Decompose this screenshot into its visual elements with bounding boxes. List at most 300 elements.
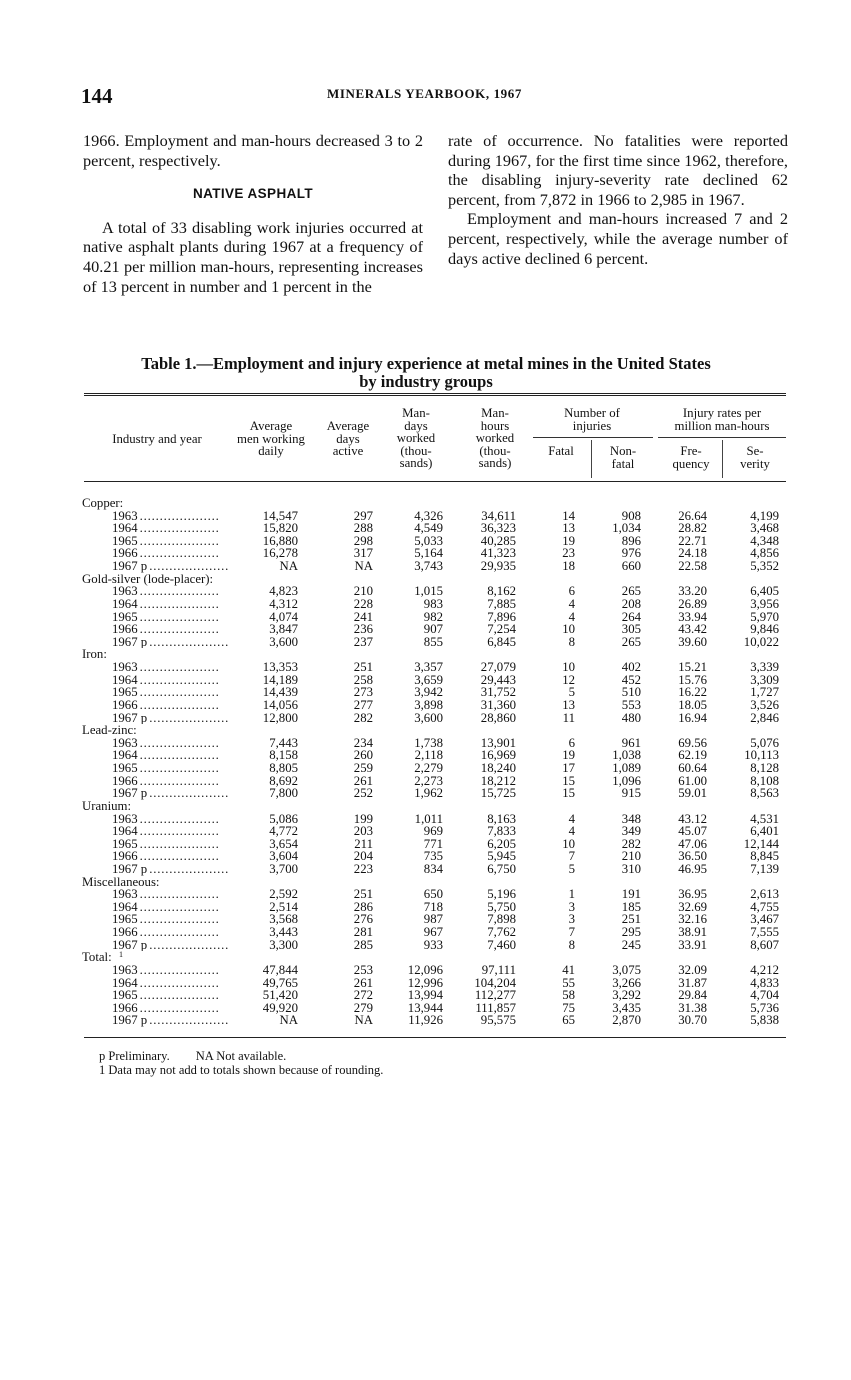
nonfatal-injuries-cell: 3,292 (612, 988, 641, 1003)
nonfatal-injuries-cell: 295 (621, 925, 641, 940)
severity-rate-cell: 4,833 (750, 975, 779, 990)
avg-days-active-cell: 241 (353, 609, 373, 624)
table-row (0, 989, 851, 1002)
man-hours-cell: 31,360 (480, 697, 516, 712)
running-title: MINERALS YEARBOOK, 1967 (327, 86, 522, 101)
year-label: 1967 p . . . (112, 560, 228, 573)
man-days-cell: 1,015 (414, 584, 443, 599)
year-label: 1966 . . . (112, 1002, 228, 1015)
man-hours-cell: 36,323 (480, 521, 516, 536)
frequency-rate-cell: 18.05 (678, 697, 707, 712)
avg-days-active-cell: 234 (353, 735, 373, 750)
frequency-rate-cell: 33.91 (678, 937, 707, 952)
year-label: 1965 . . . (112, 913, 228, 926)
year-label: 1964 . . . (112, 598, 228, 611)
severity-rate-cell: 7,139 (750, 861, 779, 876)
nonfatal-injuries-cell: 908 (621, 508, 641, 523)
severity-rate-cell: 4,856 (750, 546, 779, 561)
avg-days-active-cell: 204 (353, 849, 373, 864)
man-days-cell: 2,118 (414, 748, 443, 763)
nonfatal-injuries-cell: 282 (621, 836, 641, 851)
man-days-cell: 1,962 (414, 786, 443, 801)
severity-rate-cell: 10,113 (744, 748, 779, 763)
man-hours-cell: 7,896 (487, 609, 516, 624)
header-severity: Se- verity (740, 444, 770, 471)
man-hours-cell: 7,898 (487, 912, 516, 927)
man-days-cell: 907 (423, 622, 443, 637)
man-days-cell: 2,273 (414, 773, 443, 788)
header-fatal: Fatal (548, 444, 574, 458)
severity-rate-cell: 3,956 (750, 596, 779, 611)
year-label: 1963 . . . (112, 510, 228, 523)
man-days-cell: 12,996 (407, 975, 443, 990)
man-days-cell: 982 (423, 609, 443, 624)
year-label: 1965 . . . (112, 611, 228, 624)
year-label: 1963 . . . (112, 888, 228, 901)
man-hours-cell: 27,079 (480, 660, 516, 675)
man-days-cell: 3,942 (414, 685, 443, 700)
frequency-rate-cell: 30.70 (678, 1013, 707, 1028)
frequency-rate-cell: 26.64 (678, 508, 707, 523)
man-hours-cell: 97,111 (481, 962, 516, 977)
group-label: Lead-zinc: (82, 723, 137, 738)
man-hours-cell: 7,762 (487, 925, 516, 940)
table-title (84, 355, 768, 391)
frequency-rate-cell: 60.64 (678, 761, 707, 776)
avg-men-working-cell: 3,700 (269, 861, 298, 876)
year-label: 1964 . . . (112, 674, 228, 687)
fatal-injuries-cell: 15 (562, 786, 575, 801)
severity-rate-cell: 2,613 (750, 887, 779, 902)
avg-days-active-cell: 251 (353, 660, 373, 675)
man-days-cell: 834 (423, 861, 443, 876)
group-label: Copper: (82, 496, 124, 510)
avg-men-working-cell: 8,805 (269, 761, 298, 776)
nonfatal-injuries-cell: 660 (621, 559, 641, 574)
man-days-cell: 1,738 (414, 735, 443, 750)
nonfatal-injuries-cell: 1,034 (612, 521, 641, 536)
man-hours-cell: 8,162 (487, 584, 516, 599)
man-hours-cell: 7,833 (487, 824, 516, 839)
nonfatal-injuries-cell: 480 (621, 710, 641, 725)
man-hours-cell: 15,725 (480, 786, 516, 801)
paragraph: rate of occurrence. No fatalities were reported during 1967, for the first time since 1962, therefore, the disabling injury-severity rate declined 62 percent, from 7,872 in 1966 to 2,985 in 1967. (448, 131, 788, 209)
avg-men-working-cell: 4,772 (269, 824, 298, 839)
table-row (0, 825, 851, 838)
fatal-injuries-cell: 14 (562, 508, 575, 523)
nonfatal-injuries-cell: 1,038 (612, 748, 641, 763)
group-label: Gold-silver (lode-placer): (82, 571, 214, 586)
nonfatal-injuries-cell: 3,266 (612, 975, 641, 990)
man-days-cell: 969 (423, 824, 443, 839)
fatal-injuries-cell: 11 (562, 710, 575, 725)
nonfatal-injuries-cell: 896 (621, 533, 641, 548)
severity-rate-cell: 5,352 (750, 559, 779, 574)
severity-rate-cell: 3,339 (750, 660, 779, 675)
avg-days-active-cell: 261 (353, 773, 373, 788)
nonfatal-injuries-cell: 2,870 (612, 1013, 641, 1028)
avg-men-working-cell: 3,568 (269, 912, 298, 927)
severity-rate-cell: 4,531 (750, 811, 779, 826)
man-hours-cell: 13,901 (480, 735, 516, 750)
severity-rate-cell: 4,704 (750, 988, 779, 1003)
year-label: 1963 . . . (112, 964, 228, 977)
frequency-rate-cell: 29.84 (678, 988, 707, 1003)
man-days-cell: 3,357 (414, 660, 443, 675)
frequency-rate-cell: 62.19 (678, 748, 707, 763)
header-divider (533, 437, 653, 438)
avg-men-working-cell: 16,278 (262, 546, 298, 561)
man-days-cell: 5,164 (414, 546, 443, 561)
fatal-injuries-cell: 1 (568, 887, 575, 902)
fatal-injuries-cell: 55 (562, 975, 575, 990)
table-row (0, 522, 851, 535)
fatal-injuries-cell: 3 (568, 912, 575, 927)
avg-days-active-cell: 297 (353, 508, 373, 523)
nonfatal-injuries-cell: 265 (621, 634, 641, 649)
severity-rate-cell: 3,309 (750, 672, 779, 687)
frequency-rate-cell: 33.94 (678, 609, 707, 624)
frequency-rate-cell: 36.50 (678, 849, 707, 864)
severity-rate-cell: 8,108 (750, 773, 779, 788)
man-hours-cell: 31,752 (480, 685, 516, 700)
man-hours-cell: 7,885 (487, 596, 516, 611)
severity-rate-cell: 2,846 (750, 710, 779, 725)
header-frequency: Fre- quency (672, 444, 710, 471)
table-row (0, 686, 851, 699)
man-days-cell: 13,944 (407, 1000, 443, 1015)
avg-days-active-cell: NA (354, 1013, 373, 1028)
man-hours-cell: 7,460 (487, 937, 516, 952)
paragraph: A total of 33 disabling work injuries occurred at native asphalt plants during 1967 at a frequency of 40.21 per million man-hours, representing increases of 13 percent in number and 1 percent in the (83, 217, 423, 296)
nonfatal-injuries-cell: 264 (621, 609, 641, 624)
man-hours-cell: 5,196 (487, 887, 516, 902)
nonfatal-injuries-cell: 245 (621, 937, 641, 952)
table-bottom-rule (84, 1037, 786, 1038)
year-label: 1963 . . . (112, 737, 228, 750)
nonfatal-injuries-cell: 452 (621, 672, 641, 687)
fatal-injuries-cell: 4 (568, 609, 575, 624)
severity-rate-cell: 1,727 (750, 685, 779, 700)
avg-men-working-cell: 7,443 (269, 735, 298, 750)
avg-days-active-cell: 281 (353, 925, 373, 940)
header-men-working: Average men working daily (237, 419, 305, 459)
frequency-rate-cell: 16.22 (678, 685, 707, 700)
year-label: 1965 . . . (112, 762, 228, 775)
frequency-rate-cell: 24.18 (678, 546, 707, 561)
nonfatal-injuries-cell: 3,435 (612, 1000, 641, 1015)
header-number-of-injuries: Number of injuries (564, 406, 620, 433)
man-hours-cell: 6,845 (487, 634, 516, 649)
man-hours-cell: 29,443 (480, 672, 516, 687)
avg-men-working-cell: 12,800 (262, 710, 298, 725)
nonfatal-injuries-cell: 553 (621, 697, 641, 712)
fatal-injuries-cell: 15 (562, 773, 575, 788)
frequency-rate-cell: 22.58 (678, 559, 707, 574)
avg-men-working-cell: 49,765 (262, 975, 298, 990)
fatal-injuries-cell: 8 (568, 937, 575, 952)
footnote: 1 Data may not add to totals shown because of rounding. (99, 1063, 384, 1077)
fatal-injuries-cell: 23 (562, 546, 575, 561)
severity-rate-cell: 6,405 (750, 584, 779, 599)
severity-rate-cell: 5,736 (750, 1000, 779, 1015)
right-column (448, 131, 788, 268)
avg-men-working-cell: 51,420 (262, 988, 298, 1003)
nonfatal-injuries-cell: 185 (621, 899, 641, 914)
avg-days-active-cell: 261 (353, 975, 373, 990)
fatal-injuries-cell: 10 (562, 836, 575, 851)
footnote: p Preliminary. NA Not available. (99, 1049, 287, 1063)
page-number: 144 (81, 84, 113, 108)
avg-men-working-cell: 14,439 (262, 685, 298, 700)
man-hours-cell: 111,857 (475, 1000, 516, 1015)
man-hours-cell: 28,860 (480, 710, 516, 725)
man-hours-cell: 5,945 (487, 849, 516, 864)
table-row (0, 863, 851, 876)
year-label: 1965 . . . (112, 989, 228, 1002)
avg-men-working-cell: 15,820 (262, 521, 298, 536)
table-row (0, 623, 851, 636)
header-man-hours: Man- hours worked (thou- sands) (475, 406, 515, 471)
severity-rate-cell: 12,144 (743, 836, 779, 851)
nonfatal-injuries-cell: 1,096 (612, 773, 641, 788)
group-label: Miscellaneous: (82, 874, 160, 889)
avg-men-working-cell: 8,158 (269, 748, 298, 763)
group-label: Total: (82, 950, 112, 965)
frequency-rate-cell: 28.82 (678, 521, 707, 536)
year-label: 1966 . . . (112, 547, 228, 560)
man-days-cell: 4,326 (414, 508, 443, 523)
avg-men-working-cell: 47,844 (262, 962, 298, 977)
section-heading: NATIVE ASPHALT (192, 186, 314, 202)
avg-days-active-cell: 272 (353, 988, 373, 1003)
frequency-rate-cell: 31.87 (678, 975, 707, 990)
avg-men-working-cell: 3,654 (269, 836, 298, 851)
fatal-injuries-cell: 10 (562, 622, 575, 637)
table-row (0, 787, 851, 800)
avg-days-active-cell: 236 (353, 622, 373, 637)
avg-days-active-cell: 276 (353, 912, 373, 927)
man-hours-cell: 7,254 (487, 622, 516, 637)
avg-men-working-cell: 14,547 (262, 508, 298, 523)
man-hours-cell: 6,750 (487, 861, 516, 876)
table-row (0, 1014, 851, 1027)
frequency-rate-cell: 69.56 (678, 735, 707, 750)
frequency-rate-cell: 43.42 (678, 622, 707, 637)
avg-men-working-cell: 16,880 (262, 533, 298, 548)
avg-days-active-cell: 211 (354, 836, 373, 851)
year-label: 1967 p . . . (112, 863, 228, 876)
year-label: 1967 p . . . (112, 939, 228, 952)
fatal-injuries-cell: 6 (568, 584, 575, 599)
header-man-days: Man- days worked (thou- sands) (396, 406, 436, 471)
header-divider (591, 440, 592, 478)
footnotes (99, 1049, 383, 1077)
avg-men-working-cell: 3,300 (269, 937, 298, 952)
avg-men-working-cell: 13,353 (262, 660, 298, 675)
avg-days-active-cell: 251 (353, 887, 373, 902)
table-row (0, 964, 851, 977)
nonfatal-injuries-cell: 210 (621, 849, 641, 864)
nonfatal-injuries-cell: 348 (621, 811, 641, 826)
year-label: 1964 . . . (112, 977, 228, 990)
man-days-cell: 718 (423, 899, 443, 914)
fatal-injuries-cell: 6 (568, 735, 575, 750)
fatal-injuries-cell: 10 (562, 660, 575, 675)
avg-days-active-cell: 273 (353, 685, 373, 700)
man-days-cell: 987 (423, 912, 443, 927)
year-label: 1964 . . . (112, 901, 228, 914)
frequency-rate-cell: 61.00 (678, 773, 707, 788)
severity-rate-cell: 5,970 (750, 609, 779, 624)
header-nonfatal: Non- fatal (609, 444, 637, 471)
paragraph: Employment and man-hours increased 7 and 2 percent, respectively, while the average number of days active declined 6 percent. (448, 209, 788, 268)
fatal-injuries-cell: 4 (568, 811, 575, 826)
table-row (0, 888, 851, 901)
year-label: 1965 . . . (112, 686, 228, 699)
year-label: 1964 . . . (112, 825, 228, 838)
header-industry: Industry and year (112, 432, 202, 446)
avg-days-active-cell: 223 (353, 861, 373, 876)
year-label: 1963 . . . (112, 813, 228, 826)
avg-men-working-cell: 14,056 (262, 697, 298, 712)
avg-days-active-cell: 199 (353, 811, 373, 826)
avg-men-working-cell: 2,592 (269, 887, 298, 902)
frequency-rate-cell: 32.69 (678, 899, 707, 914)
table-row (0, 926, 851, 939)
nonfatal-injuries-cell: 402 (621, 660, 641, 675)
man-hours-cell: 40,285 (480, 533, 516, 548)
frequency-rate-cell: 36.95 (678, 887, 707, 902)
man-days-cell: 3,600 (414, 710, 443, 725)
year-label: 1966 . . . (112, 775, 228, 788)
man-hours-cell: 41,323 (480, 546, 516, 561)
avg-days-active-cell: 203 (353, 824, 373, 839)
year-label: 1967 p . . . (112, 712, 228, 725)
table-row (0, 939, 851, 952)
man-hours-cell: 18,212 (480, 773, 516, 788)
year-label: 1966 . . . (112, 699, 228, 712)
table-row (0, 560, 851, 573)
nonfatal-injuries-cell: 265 (621, 584, 641, 599)
man-days-cell: 3,743 (414, 559, 443, 574)
frequency-rate-cell: 22.71 (678, 533, 707, 548)
man-days-cell: 2,279 (414, 761, 443, 776)
avg-men-working-cell: 5,086 (269, 811, 298, 826)
table-title-line: by industry groups (359, 372, 493, 391)
avg-days-active-cell: 298 (353, 533, 373, 548)
fatal-injuries-cell: 12 (562, 672, 575, 687)
avg-days-active-cell: 285 (353, 937, 373, 952)
avg-men-working-cell: 14,189 (262, 672, 298, 687)
man-hours-cell: 34,611 (481, 508, 516, 523)
frequency-rate-cell: 43.12 (678, 811, 707, 826)
table-row (0, 699, 851, 712)
fatal-injuries-cell: 19 (562, 533, 575, 548)
avg-men-working-cell: 4,823 (269, 584, 298, 599)
year-label: 1964 . . . (112, 522, 228, 535)
avg-days-active-cell: 259 (353, 761, 373, 776)
year-label: 1964 . . . (112, 749, 228, 762)
frequency-rate-cell: 33.20 (678, 584, 707, 599)
severity-rate-cell: 4,212 (750, 962, 779, 977)
avg-men-working-cell: 3,600 (269, 634, 298, 649)
man-hours-cell: 5,750 (487, 899, 516, 914)
avg-days-active-cell: 277 (353, 697, 373, 712)
fatal-injuries-cell: 19 (562, 748, 575, 763)
fatal-injuries-cell: 4 (568, 824, 575, 839)
severity-rate-cell: 9,846 (750, 622, 779, 637)
fatal-injuries-cell: 41 (562, 962, 575, 977)
table-header-rule (84, 481, 786, 482)
avg-men-working-cell: NA (279, 559, 298, 574)
severity-rate-cell: 3,526 (750, 697, 779, 712)
header-days-active: Average days active (326, 419, 370, 459)
frequency-rate-cell: 26.89 (678, 596, 707, 611)
avg-men-working-cell: 49,920 (262, 1000, 298, 1015)
footnote-marker: 1 (119, 950, 123, 960)
nonfatal-injuries-cell: 305 (621, 622, 641, 637)
avg-days-active-cell: 253 (353, 962, 373, 977)
frequency-rate-cell: 45.07 (678, 824, 707, 839)
avg-days-active-cell: 258 (353, 672, 373, 687)
table-title-line: Table 1.—Employment and injury experience at metal mines in the United States (141, 354, 711, 373)
year-label: 1967 p . . . (112, 787, 228, 800)
avg-days-active-cell: 210 (353, 584, 373, 599)
severity-rate-cell: 8,607 (750, 937, 779, 952)
avg-men-working-cell: 4,074 (269, 609, 298, 624)
frequency-rate-cell: 15.76 (678, 672, 707, 687)
year-label: 1966 . . . (112, 926, 228, 939)
man-days-cell: 855 (423, 634, 443, 649)
man-days-cell: 12,096 (407, 962, 443, 977)
year-label: 1966 . . . (112, 623, 228, 636)
man-days-cell: 11,926 (408, 1013, 443, 1028)
severity-rate-cell: 4,755 (750, 899, 779, 914)
nonfatal-injuries-cell: 510 (621, 685, 641, 700)
fatal-injuries-cell: 75 (562, 1000, 575, 1015)
nonfatal-injuries-cell: 191 (621, 887, 641, 902)
man-days-cell: 5,033 (414, 533, 443, 548)
avg-days-active-cell: 252 (353, 786, 373, 801)
nonfatal-injuries-cell: 208 (621, 596, 641, 611)
fatal-injuries-cell: 7 (568, 925, 575, 940)
avg-men-working-cell: 2,514 (269, 899, 298, 914)
header-divider (722, 440, 723, 478)
nonfatal-injuries-cell: 310 (621, 861, 641, 876)
fatal-injuries-cell: 3 (568, 899, 575, 914)
paragraph: 1966. Employment and man-hours decreased 3 to 2 percent, respectively. (83, 131, 423, 170)
fatal-injuries-cell: 58 (562, 988, 575, 1003)
fatal-injuries-cell: 7 (568, 849, 575, 864)
fatal-injuries-cell: 5 (568, 685, 575, 700)
frequency-rate-cell: 31.38 (678, 1000, 707, 1015)
header-divider (658, 437, 786, 438)
man-days-cell: 1,011 (414, 811, 443, 826)
man-days-cell: 3,898 (414, 697, 443, 712)
year-label: 1963 . . . (112, 585, 228, 598)
severity-rate-cell: 5,838 (750, 1013, 779, 1028)
man-days-cell: 13,994 (407, 988, 443, 1003)
man-days-cell: 933 (423, 937, 443, 952)
man-hours-cell: 8,163 (487, 811, 516, 826)
severity-rate-cell: 8,128 (750, 761, 779, 776)
header-injury-rates: Injury rates per million man-hours (674, 406, 770, 433)
table-row (0, 762, 851, 775)
severity-rate-cell: 8,563 (750, 786, 779, 801)
fatal-injuries-cell: 18 (562, 559, 575, 574)
avg-days-active-cell: 286 (353, 899, 373, 914)
